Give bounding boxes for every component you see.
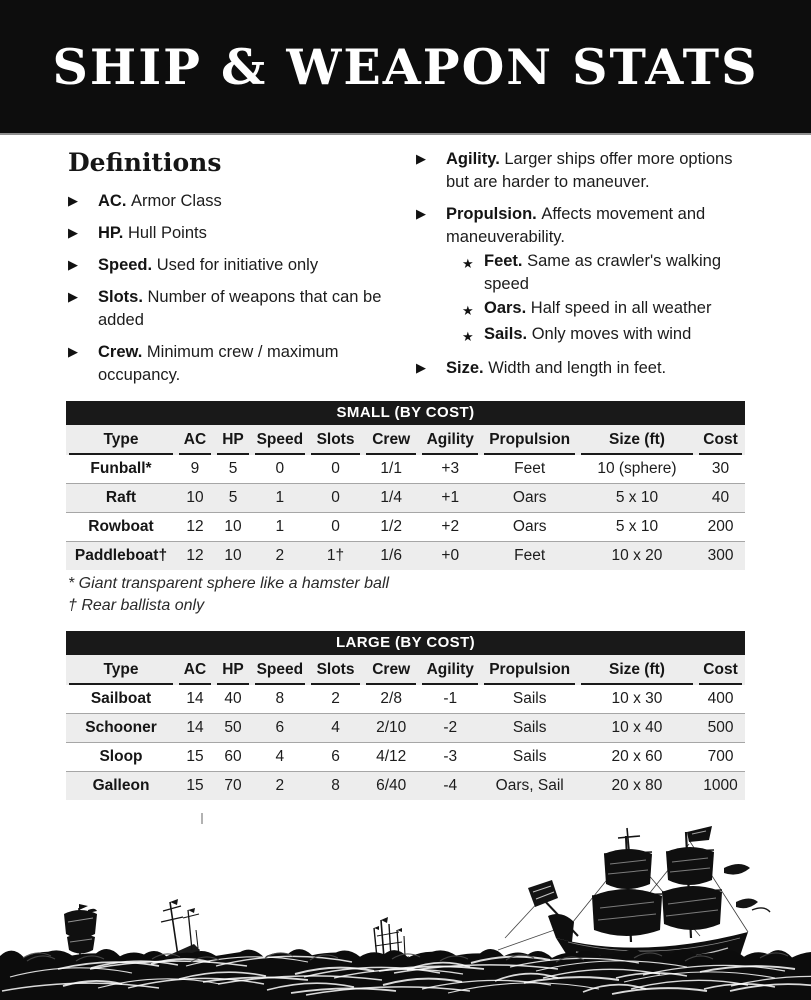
table-cell: 300 [696, 542, 745, 571]
table-cell: 2/8 [380, 690, 402, 707]
triangle-bullet-icon: ▶ [68, 193, 78, 208]
table-cell: Sails [481, 743, 577, 772]
table-cell: +0 [419, 542, 481, 571]
definition-term: Crew. [98, 343, 147, 361]
table-footnotes [68, 573, 389, 617]
table-cell: Feet [514, 460, 546, 477]
table-row [66, 455, 745, 484]
triangle-bullet-icon: ▶ [68, 344, 78, 359]
ship-stats-table [66, 655, 745, 800]
galleon-icon [498, 826, 770, 971]
table-cell: 700 [696, 743, 745, 772]
table-cell: 1000 [696, 772, 745, 801]
table-cell: -3 [419, 743, 481, 772]
table-row [66, 484, 745, 513]
definition-sub-item [462, 250, 747, 296]
table-cell: 10 (sphere) [597, 460, 677, 477]
column-header: Cost [696, 655, 745, 685]
column-header: AC [176, 655, 214, 685]
star-bullet-icon: ★ [462, 329, 474, 344]
column-header: Size (ft) [578, 425, 696, 455]
column-header: Agility [419, 655, 481, 685]
table-row [66, 513, 745, 542]
table-cell: +1 [419, 484, 481, 513]
table-cell: Oars [481, 513, 577, 542]
table-cell: 1/4 [363, 484, 419, 513]
table-cell: Oars, Sail [481, 772, 577, 801]
table-cell: 0 [308, 513, 364, 542]
table-cell: 1 [252, 513, 308, 542]
column-header: AC [176, 425, 214, 455]
table-cell: 14 [176, 714, 214, 743]
table-cell: 12 [176, 513, 214, 542]
table-cell: Rowboat [66, 513, 176, 542]
table-cell: -1 [443, 690, 458, 707]
triangle-bullet-icon: ▶ [68, 257, 78, 272]
table-cell: 2/10 [363, 714, 419, 743]
table-cell: 4 [308, 714, 364, 743]
table-cell: 1/6 [363, 542, 419, 571]
table-title-bar: LARGE (BY COST) [66, 631, 745, 655]
star-bullet-icon: ★ [462, 256, 474, 271]
definition-term: Size. [446, 359, 489, 377]
definition-sub-text: Sails. Only moves with wind [484, 325, 692, 343]
table-cell: 40 [696, 484, 745, 513]
table-cell: -4 [419, 772, 481, 801]
table-cell: Raft [66, 484, 176, 513]
table-cell: +3 [441, 460, 460, 477]
table-cell: 10 [176, 484, 214, 513]
table-cell: 5 [228, 460, 238, 477]
table-cell: Funball* [90, 460, 152, 477]
table-cell: 14 [186, 690, 204, 707]
definition-item [416, 203, 747, 348]
definition-text: Slots. Number of weapons that can be added [98, 288, 382, 329]
table-cell: 2 [331, 690, 340, 707]
definition-item [68, 190, 396, 213]
table-cell: Galleon [66, 772, 176, 801]
table-cell: 8 [308, 772, 364, 801]
table-cell: 10 x 30 [611, 690, 663, 707]
column-header: Speed [252, 655, 308, 685]
table-row [66, 714, 745, 743]
definition-sub-text: Feet. Same as crawler's walking speed [484, 252, 721, 293]
table-cell: Sailboat [90, 690, 152, 707]
table-cell: 6/40 [363, 772, 419, 801]
definition-term: Oars. [484, 299, 531, 317]
column-header: HP [214, 655, 252, 685]
definition-item [68, 222, 396, 245]
page-title: SHIP & WEAPON STATS [52, 37, 759, 96]
definition-term: HP. [98, 224, 128, 242]
definition-term: Feet. [484, 252, 528, 270]
footnote: * Giant transparent sphere like a hamster ball [68, 575, 390, 592]
page-header-banner [0, 0, 811, 135]
table-cell: 1/2 [363, 513, 419, 542]
triangle-bullet-icon: ▶ [416, 151, 426, 166]
table-cell: 8 [275, 690, 285, 707]
table-cell: 10 [214, 513, 252, 542]
table-cell: 5 x 10 [578, 513, 696, 542]
table-cell: 4/12 [363, 743, 419, 772]
table-cell: 15 [176, 743, 214, 772]
table-cell: Schooner [66, 714, 176, 743]
definition-item [68, 286, 396, 332]
column-header: Speed [252, 425, 308, 455]
table-cell: 70 [214, 772, 252, 801]
definition-sub-text: Oars. Half speed in all weather [484, 299, 712, 317]
large-ships-table-block [66, 631, 745, 800]
table-cell: 10 [214, 542, 252, 571]
triangle-bullet-icon: ▶ [416, 360, 426, 375]
table-cell: Sails [481, 714, 577, 743]
table-cell: 500 [696, 714, 745, 743]
definition-term: Sails. [484, 325, 532, 343]
table-cell: 0 [331, 460, 340, 477]
table-row [66, 542, 745, 571]
definition-term: Propulsion. [446, 205, 542, 223]
definition-text: HP. Hull Points [98, 224, 207, 242]
definition-item [68, 341, 396, 387]
column-header: Agility [419, 425, 481, 455]
definition-sub-item [462, 323, 747, 348]
column-header: Size (ft) [578, 655, 696, 685]
definition-term: Speed. [98, 256, 157, 274]
table-cell: 12 [176, 542, 214, 571]
definitions-list-left [68, 190, 396, 387]
table-cell: 20 x 60 [578, 743, 696, 772]
definition-item [68, 254, 396, 277]
definition-term: AC. [98, 192, 131, 210]
column-header: Type [66, 655, 176, 685]
definition-item [416, 357, 747, 380]
table-cell: 60 [214, 743, 252, 772]
table-cell: 10 x 40 [578, 714, 696, 743]
table-cell: +2 [419, 513, 481, 542]
table-row [66, 685, 745, 714]
table-cell: -2 [419, 714, 481, 743]
definitions-column-right [416, 148, 747, 396]
definition-text: Speed. Used for initiative only [98, 256, 319, 274]
table-cell: 10 x 20 [578, 542, 696, 571]
column-header: HP [214, 425, 252, 455]
table-cell: Sloop [66, 743, 176, 772]
table-cell: 50 [214, 714, 252, 743]
header-row [66, 655, 745, 685]
column-header: Crew [363, 425, 419, 455]
column-header: Crew [363, 655, 419, 685]
triangle-bullet-icon: ▶ [68, 225, 78, 240]
column-header: Propulsion [481, 425, 577, 455]
definition-text: Agility. Larger ships offer more options but are harder to maneuver. [446, 150, 733, 191]
definition-term: Slots. [98, 288, 148, 306]
definitions-list-right [416, 148, 747, 380]
small-ships-table-block [66, 401, 745, 570]
table-cell: 5 x 10 [578, 484, 696, 513]
table-cell: 0 [275, 460, 285, 477]
table-cell: 1† [308, 542, 364, 571]
definition-text: AC. Armor Class [98, 192, 222, 210]
definition-text: Propulsion. Affects movement and maneuverability. ★ Feet. Same as crawler's walking speed ★ Oars. Half speed in all weather ★ Sails. Only moves with wind [446, 203, 747, 348]
table-cell: 9 [190, 460, 200, 477]
table-cell: Paddleboat† [66, 542, 176, 571]
footnote: † Rear ballista only [68, 597, 205, 614]
column-header: Slots [308, 655, 364, 685]
table-cell: 1/1 [380, 460, 402, 477]
header-row [66, 425, 745, 455]
table-cell: 4 [252, 743, 308, 772]
definitions-heading: Definitions [68, 148, 222, 177]
definition-item [416, 148, 747, 194]
table-title-bar: SMALL (BY COST) [66, 401, 745, 425]
table-cell: 2 [252, 542, 308, 571]
ship-stats-table [66, 425, 745, 570]
table-cell: 2 [252, 772, 308, 801]
table-cell: 15 [176, 772, 214, 801]
sea-ships-illustration [0, 810, 811, 1000]
table-cell: 6 [252, 714, 308, 743]
table-cell: Oars [481, 484, 577, 513]
triangle-bullet-icon: ▶ [68, 289, 78, 304]
table-cell: 200 [696, 513, 745, 542]
table-cell: 1 [252, 484, 308, 513]
table-row [66, 772, 745, 801]
table-cell: Feet [481, 542, 577, 571]
table-cell: 0 [308, 484, 364, 513]
table-cell: 5 [214, 484, 252, 513]
star-bullet-icon: ★ [462, 303, 474, 318]
definition-text: Crew. Minimum crew / maximum occupancy. [98, 343, 339, 384]
column-header: Slots [308, 425, 364, 455]
table-cell: Sails [512, 690, 547, 707]
column-header: Propulsion [481, 655, 577, 685]
column-header: Cost [696, 425, 745, 455]
table-cell: 30 [711, 460, 730, 477]
definitions-column-left [68, 148, 396, 396]
table-cell: 6 [308, 743, 364, 772]
definition-sub-item [462, 297, 747, 322]
table-row [66, 743, 745, 772]
definition-text: Size. Width and length in feet. [446, 359, 667, 377]
definition-term: Agility. [446, 150, 505, 168]
table-cell: 20 x 80 [578, 772, 696, 801]
column-header: Type [66, 425, 176, 455]
definitions-section [68, 148, 747, 396]
triangle-bullet-icon: ▶ [416, 206, 426, 221]
table-cell: 40 [224, 690, 242, 707]
table-cell: 400 [707, 690, 734, 707]
